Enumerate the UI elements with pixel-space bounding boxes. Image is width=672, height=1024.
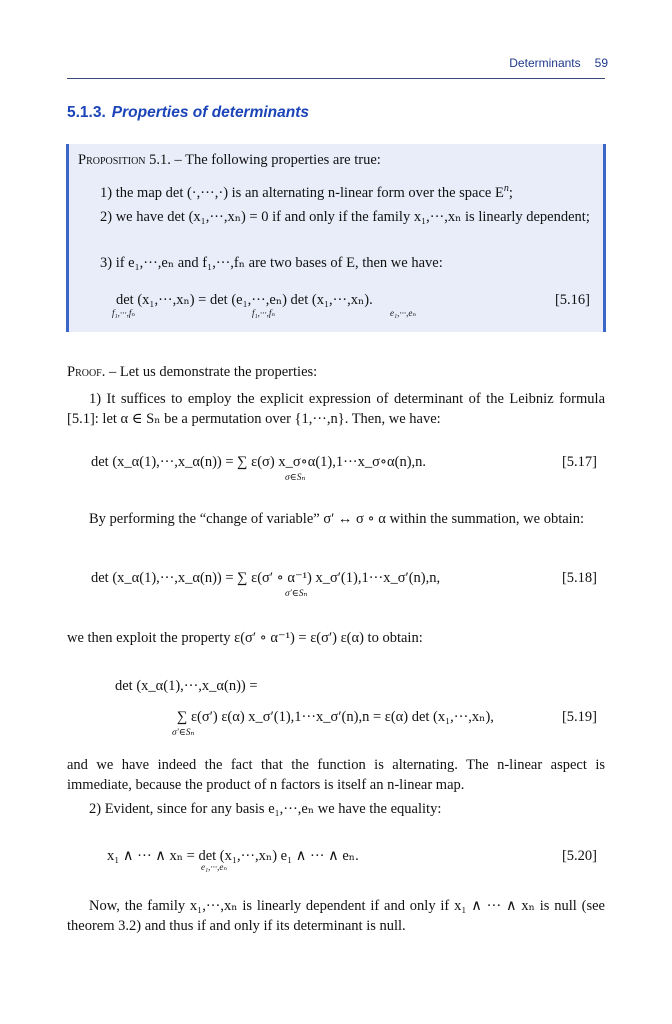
proof-intro-text: – Let us demonstrate the properties: (109, 364, 318, 380)
eq520-body: x₁ ∧ ··· ∧ xₙ = det (x₁,···,xₙ) e₁ ∧ ··· ∧ eₙ. (107, 848, 359, 864)
eq516-tag: [5.16] (554, 292, 590, 308)
equation-5-19-line-1 (67, 678, 605, 708)
section-title: Properties of determinants (111, 104, 310, 121)
eq517-tag: [5.17] (561, 454, 597, 470)
proof-para-3: we then exploit the property ε(σ′ ∘ α⁻¹) = ε(σ′) ε(α) to obtain: (67, 630, 423, 646)
eq519-rhs: ∑ ε(σ′) ε(α) x_σ′(1),1···x_σ′(n),n = ε(α) det (x₁,···,xₙ), (177, 709, 494, 725)
eq517-body: det (x_α(1),···,x_α(n)) = ∑ ε(σ) x_σ∘α(1),1···x_σ∘α(n),n. (91, 454, 427, 470)
proposition-item-1 (78, 179, 598, 203)
proof-label: Proof. (67, 364, 106, 380)
eq518-limit: σ′∈Sₙ (285, 589, 308, 599)
proposition-item-2: 2) we have det (x₁,···,xₙ) = 0 if and only if the family x₁,···,xₙ is linearly dependent; (100, 209, 590, 225)
eq519-tag: [5.19] (561, 709, 597, 725)
eq520-limit: e₁,···,eₙ (201, 862, 228, 872)
equation-5-19-line-2 (67, 709, 605, 739)
eq519-limit: σ′∈Sₙ (172, 728, 195, 738)
eq516-limit-2: f₁,···,fₙ (252, 308, 276, 318)
equation-5-16 (78, 292, 598, 322)
section-number: 5.1.3. (67, 104, 106, 121)
equation-5-18 (67, 570, 605, 600)
equation-5-20 (67, 848, 605, 878)
item1-sup: n (503, 183, 509, 194)
proof-para-2: By performing the “change of variable” σ′ ↔ σ ∘ α within the summation, we obtain: (89, 511, 584, 527)
eq516-limit-1: f₁,···,fₙ (112, 308, 136, 318)
proof-para-6: Now, the family x₁,···,xₙ is linearly dependent if and only if x₁ ∧ ··· ∧ xₙ is null (see theorem 3.2) and thus if and only if its determinant is null. (67, 898, 605, 934)
running-header (509, 56, 608, 70)
proposition-item-3: 3) if e₁,···,eₙ and f₁,···,fₙ are two bases of E, then we have: (100, 255, 443, 271)
proposition-label: Proposition 5.1. (78, 152, 171, 168)
proof-para-4: and we have indeed the fact that the function is alternating. The n-linear aspect is immediate, because the product of n factors is itself an n-linear map. (67, 757, 605, 793)
proof-para-1: 1) It suffices to employ the explicit expression of determinant of the Leibniz formula [5.1]: let α ∈ Sₙ be a permutation over {1,···,n}. Then, we have: (67, 391, 605, 427)
item1-text: 1) the map det (·,···,·) is an alternating n-linear form over the space E (100, 184, 504, 201)
proposition-intro-text: – The following properties are true: (174, 152, 381, 168)
item1-end: ; (508, 184, 513, 201)
proposition-intro (78, 150, 598, 170)
eq517-limit: σ∈Sₙ (285, 473, 306, 483)
proof-para-5: 2) Evident, since for any basis e₁,···,eₙ we have the equality: (89, 801, 442, 817)
page-number: 59 (594, 56, 608, 70)
header-title: Determinants (509, 56, 581, 70)
eq520-tag: [5.20] (561, 848, 597, 864)
header-rule (67, 78, 605, 79)
eq516-body: det (x₁,···,xₙ) = det (e₁,···,eₙ) det (x₁,···,xₙ). (116, 292, 373, 308)
proof-intro (67, 362, 605, 382)
section-heading (67, 104, 309, 122)
eq518-body: det (x_α(1),···,x_α(n)) = ∑ ε(σ′ ∘ α⁻¹) x_σ′(1),1···x_σ′(n),n, (91, 570, 441, 586)
equation-5-17 (67, 454, 605, 484)
eq519-lhs: det (x_α(1),···,x_α(n)) = (115, 678, 258, 694)
eq518-tag: [5.18] (561, 570, 597, 586)
eq516-limit-3: e₁,···,eₙ (390, 308, 417, 318)
